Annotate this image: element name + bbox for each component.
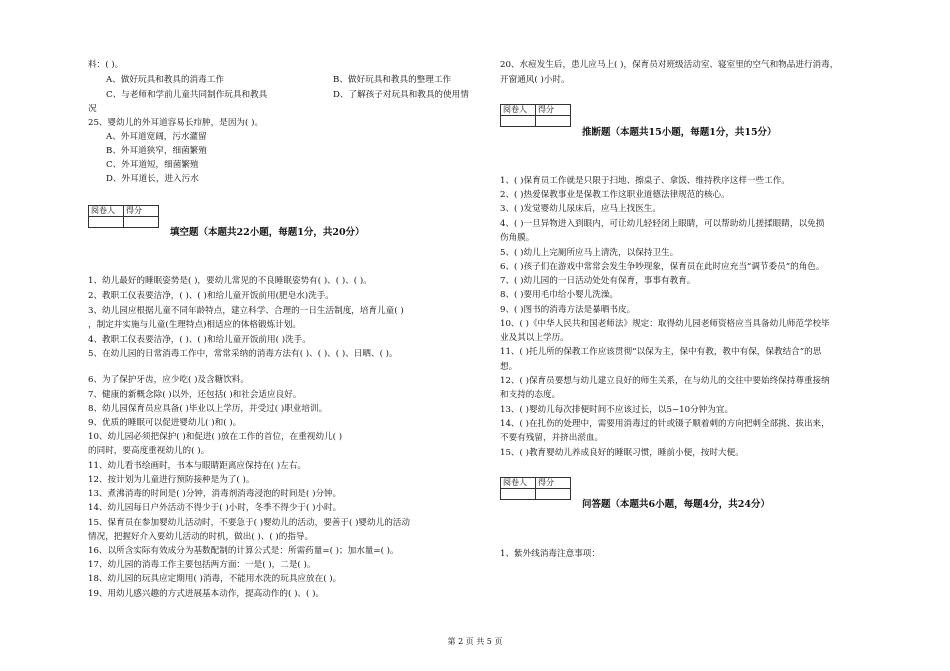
q20-line-2: 开窗通风( )小时。 xyxy=(500,75,570,85)
q25-option: A、外耳道宽阔，污水灌留 xyxy=(106,132,207,142)
fill-question: 10、幼儿园必须把保护( )和促进( )放在工作的首位，在重视幼儿( ) xyxy=(88,432,343,442)
fill-question: 1、幼儿最好的睡眠姿势是( )，要幼儿常见的不良睡眠姿势有( )、( )、( )。 xyxy=(88,276,372,286)
fill-question: 14、幼儿园每日户外活动不得少于( )小时，冬季不得少于( )小时。 xyxy=(88,503,342,513)
judge-question: 14、( )在扎伤的处理中，需要用消毒过的针或镊子顺着刺的方向把刺全部挑、拔出来， xyxy=(500,419,830,429)
reviewer-label: 阅卷人 xyxy=(501,105,536,116)
section-title-fill-in: 填空题（本题共22小题，每题1分，共20分） xyxy=(170,227,365,238)
q20-line-1: 20、水痘发生后，患儿应马上( )，保育员对班级活动室、寝室里的空气和物品进行消毒， xyxy=(500,60,839,70)
judge-question: 5、( )幼儿上完厕所应马上清洗，以保持卫生。 xyxy=(500,248,679,258)
score-cell[interactable] xyxy=(536,489,571,500)
judge-question: 15、( )教育婴幼儿养成良好的睡眠习惯，睡前小便，按时大便。 xyxy=(500,448,744,458)
judge-question: 10、( )《中华人民共和国老师法》规定：取得幼儿园老师资格应当具备幼儿师范学校毕 xyxy=(500,319,830,329)
q25-option: C、外耳道短，细菌繁殖 xyxy=(106,160,199,170)
judge-question: 7、( )幼儿园的一日活动处处有保育，事事有教育。 xyxy=(500,276,696,286)
fill-question: 17、幼儿园的消毒工作主要包括两方面：一是( )，二是( )。 xyxy=(88,560,316,570)
q24-option-d-wrap: 况 xyxy=(88,104,97,114)
judge-question: 和支持的态度。 xyxy=(500,390,561,400)
fill-question: 5、在幼儿园的日常消毒工作中，常常采纳的消毒方法有( )、( )、( )、日晒、( )。 xyxy=(88,349,398,359)
q25-stem: 25、婴幼儿的外耳道容易长疖肿，是因为( )。 xyxy=(88,118,264,128)
fill-question: 13、煮沸消毒的时间是( )分钟，消毒剂消毒浸泡的时间是( )分钟。 xyxy=(88,489,342,499)
q25-option: B、外耳道狭窄，细菌繁殖 xyxy=(106,146,207,156)
page-footer: 第 2 页 共 5 页 xyxy=(447,637,503,646)
fill-question: 16、以所含实际有效成分为基数配制的计算公式是：所需药量=( )；加水量=( )。 xyxy=(88,546,399,556)
judge-question: 6、( )孩子们在游戏中常常会发生争吵现象，保育员在此时应充当“调节委员”的角色。 xyxy=(500,262,825,272)
fill-question: 8、幼儿园保育员应具备( )毕业以上学历，并受过( )职业培训。 xyxy=(88,404,328,414)
q24-option-d: D、了解孩子对玩具和教具的使用情 xyxy=(333,90,469,100)
fill-question: 的同时，要高度重视幼儿的( )。 xyxy=(88,446,210,456)
score-box xyxy=(88,205,159,228)
q24-option-c: C、与老师和学前儿童共同制作玩具和教具 xyxy=(106,90,268,100)
score-label: 得分 xyxy=(124,206,159,217)
judge-question: 不要有残留，并挤出淤血。 xyxy=(500,433,604,443)
q24-option-b: B、做好玩具和教具的整理工作 xyxy=(333,75,452,85)
q24-option-a: A、做好玩具和教具的消毒工作 xyxy=(106,75,224,85)
score-box xyxy=(500,104,571,127)
fill-question: ，制定并实施与儿童(生理特点)相适应的体格锻炼计划。 xyxy=(88,320,301,330)
fill-question: 情况，把握好介入要幼儿活动的时机，做出( )、( )的指导。 xyxy=(88,532,314,542)
fill-question: 9、优质的睡眠可以促进婴幼儿( )和( )。 xyxy=(88,418,242,428)
judge-question: 12、( )保育员要想与幼儿建立良好的师生关系，在与幼儿的交往中要始终保持尊重接纳 xyxy=(500,376,830,386)
judge-question: 13、( )婴幼儿每次排便时间不应该过长，以5~10分钟为宜。 xyxy=(500,405,734,415)
fill-question: 19、用幼儿感兴趣的方式进展基本动作，提高动作的( )、( )。 xyxy=(88,589,325,599)
judge-question: 1、( )保育员工作就是只限于扫地、擦桌子、拿饭、维持秩序这样一些工作。 xyxy=(500,176,790,186)
reviewer-cell[interactable] xyxy=(89,217,124,228)
q25-option: D、外耳道长，进入污水 xyxy=(106,174,199,184)
score-cell[interactable] xyxy=(124,217,159,228)
fill-question: 2、教职工仪表要洁净，( )、( )和给儿童开饭前用(肥皂水)洗手。 xyxy=(88,291,334,301)
fill-question: 7、健康的新概念除( )以外，还包括( )和社会适应良好。 xyxy=(88,390,302,400)
reviewer-label: 阅卷人 xyxy=(501,478,536,489)
judge-question: 4、( )一旦异物进入到眼内，可让幼儿轻轻闭上眼睛，可以帮助幼儿搓揉眼睛，以免损 xyxy=(500,219,825,229)
fill-question: 3、幼儿园应根据儿童不同年龄特点，建立科学、合理的一日生活制度，培育儿童( ) xyxy=(88,306,404,316)
fill-question: 6、为了保护牙齿，应少吃( )及含糖饮料。 xyxy=(88,375,249,385)
fill-question: 11、幼儿看书绘画时，书本与眼睛距离应保持在( )左右。 xyxy=(88,461,307,471)
reviewer-label: 阅卷人 xyxy=(89,206,124,217)
judge-question: 11、( )托儿所的保教工作应该贯彻“以保为主，保中有教，教中有保，保教结合”的思 xyxy=(500,347,822,357)
qa-question: 1、紫外线消毒注意事项： xyxy=(500,549,600,559)
section-title-judgement: 推断题（本题共15小题，每题1分，共15分） xyxy=(582,127,777,138)
judge-question: 8、( )要用毛巾给小婴儿洗澡。 xyxy=(500,290,619,300)
fill-question: 12、按计划为儿童进行预防接种是为了( )。 xyxy=(88,475,255,485)
score-box xyxy=(500,477,571,500)
score-label: 得分 xyxy=(536,478,571,489)
fill-question: 15、保育员在参加婴幼儿活动时，不要急于( )婴幼儿的活动，要善于( )婴幼儿的活动 xyxy=(88,518,410,528)
reviewer-cell[interactable] xyxy=(501,489,536,500)
section-title-qa: 问答题（本题共6小题，每题4分，共24分） xyxy=(582,499,770,510)
reviewer-cell[interactable] xyxy=(501,116,536,127)
judge-question: 3、( )发觉婴幼儿尿床后，应马上找医生。 xyxy=(500,204,661,214)
judge-question: 想。 xyxy=(500,362,518,372)
score-cell[interactable] xyxy=(536,116,571,127)
fill-question: 18、幼儿园的玩具应定期用( )消毒，不能用水洗的玩具应放在( )。 xyxy=(88,574,342,584)
fill-question: 4、教职工仪表要洁净，( )、( )和给儿童开饭前用( )洗手。 xyxy=(88,335,311,345)
score-label: 得分 xyxy=(536,105,571,116)
judge-question: 2、( )热爱保教事业是保教工作这职业道德法律规范的核心。 xyxy=(500,190,730,200)
judge-question: 9、( )图书的消毒方法是暴晒书皮。 xyxy=(500,305,636,315)
judge-question: 伤角膜。 xyxy=(500,233,535,243)
q24-tail: 料：( )。 xyxy=(88,60,124,70)
judge-question: 业及其以上学历。 xyxy=(500,333,569,343)
